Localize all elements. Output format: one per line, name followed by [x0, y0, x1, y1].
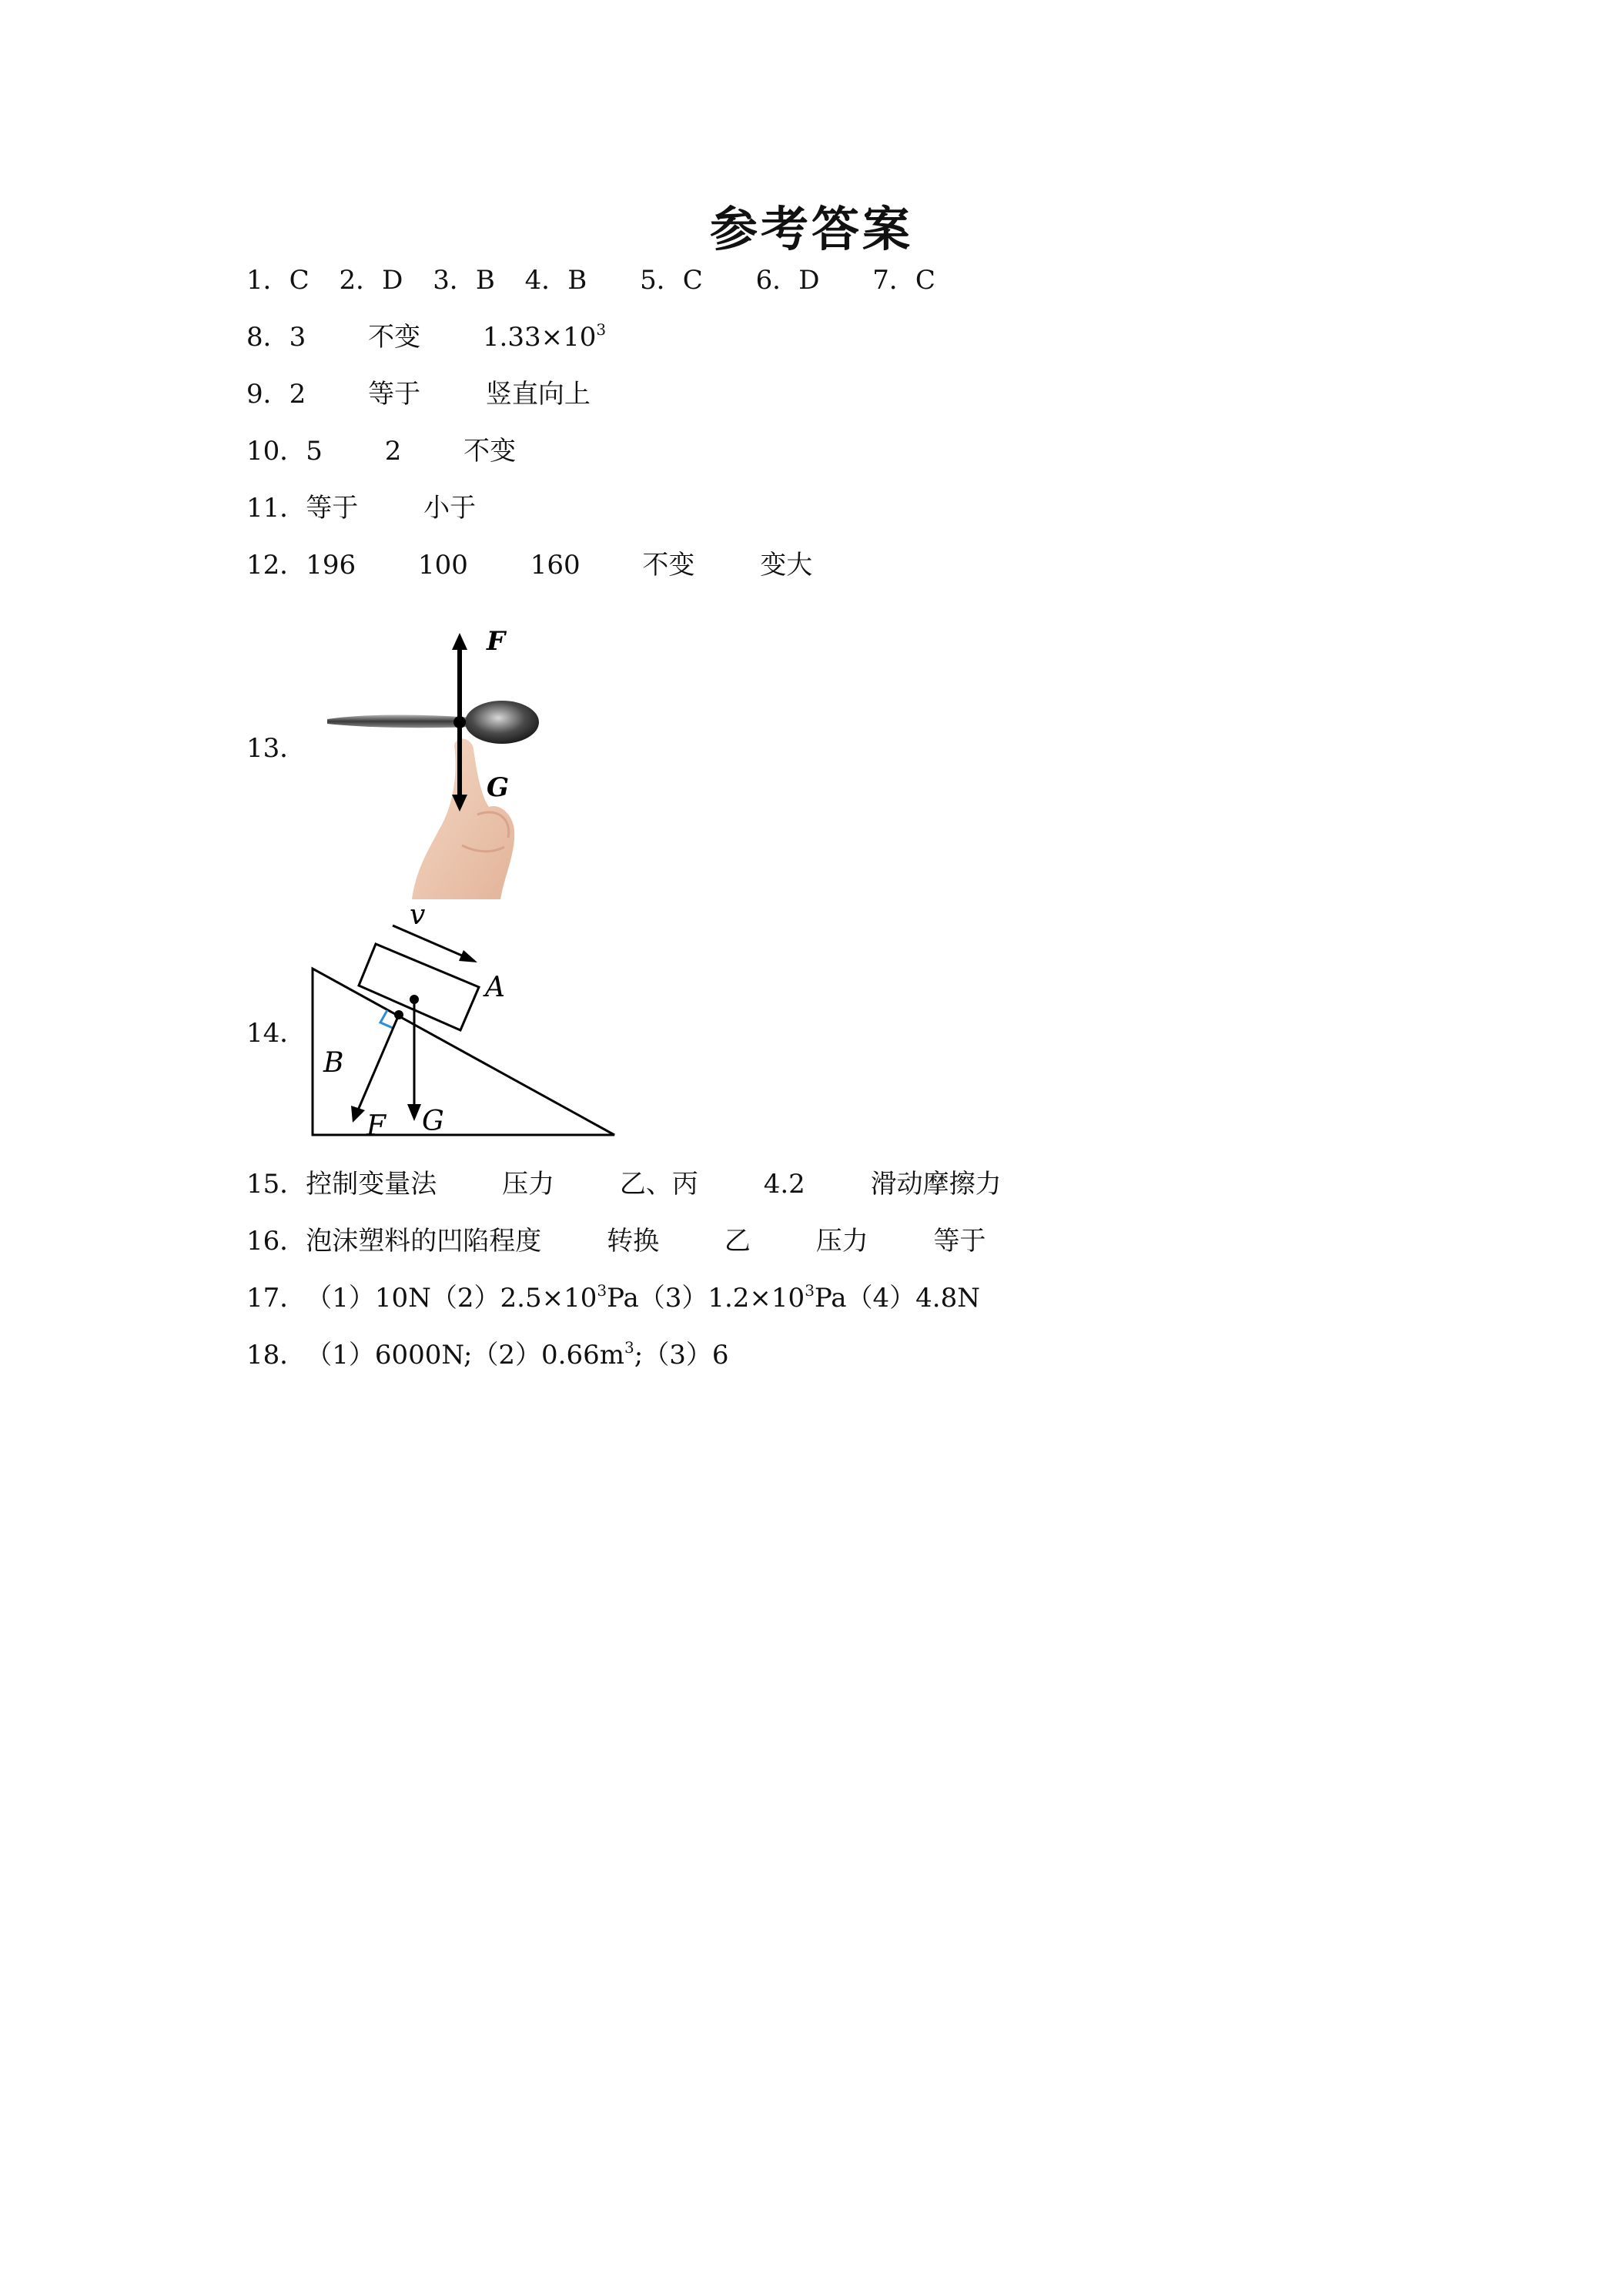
answer-item: 3．B: [433, 265, 495, 296]
answer-item: 4．B: [524, 265, 587, 296]
answer-line-13: 13．: [246, 733, 306, 764]
scientific-value: $1.33\times 10^3$: [482, 320, 607, 353]
answer-line-1-7: [246, 262, 935, 299]
answer-line-17: 17．$(1)10N(2)2.5\times 10^3Pa(3)1.2\times 10^3Pa(4)4.8N$: [246, 1281, 980, 1314]
page-title: 参考答案: [709, 201, 913, 257]
label-g: G: [422, 1106, 444, 1137]
answer-item: 2．D: [339, 265, 403, 296]
answer-item: 7．C: [872, 265, 935, 296]
answer-line-16: 16．泡沫塑料的凹陷程度 转换 乙 压力 等于: [246, 1226, 986, 1257]
label-f: F: [487, 626, 506, 657]
answer-line-10: 10．5 2 不变: [246, 436, 517, 467]
spoon-force-diagram: [323, 622, 554, 899]
answer-line-18: 18．$(1)6000N;(2)0.66m^3;(3)6$: [246, 1338, 729, 1371]
force-f-point: [394, 1010, 403, 1019]
answer-line-11: 11．等于 小于: [246, 493, 477, 524]
label-f: F: [366, 1110, 386, 1142]
answer-item: 1．C: [246, 265, 310, 296]
arrow-icon: [459, 950, 477, 962]
hand-image: [412, 739, 514, 899]
label-v: v: [410, 907, 426, 931]
force-point: [453, 716, 466, 728]
arrow-icon: [351, 1106, 365, 1123]
force-f-arrow: [357, 1015, 399, 1112]
arrow-down-icon: [407, 1104, 421, 1121]
answer-line-12: 12．196 100 160 不变 变大: [246, 550, 813, 581]
answer-line-9: 9．2 等于 竖直向上: [246, 379, 591, 410]
answer-item: 5．C: [640, 265, 703, 296]
label-b: B: [323, 1047, 344, 1079]
answer-line-14: 14．: [246, 1018, 306, 1049]
answer-line-15: 15．控制变量法 压力 乙、丙 4.2 滑动摩擦力: [246, 1169, 1002, 1200]
label-g: G: [487, 772, 510, 803]
answer-line-8: 8．3 不变 $1.33\times 10^3$: [246, 320, 607, 353]
spoon-handle: [327, 715, 470, 728]
spoon-bowl: [465, 701, 539, 744]
answer-item: 6．D: [755, 265, 820, 296]
center-of-gravity: [410, 995, 419, 1004]
arrow-up-icon: [452, 633, 467, 650]
incline-force-diagram: [306, 907, 630, 1146]
label-a: A: [485, 972, 505, 1003]
